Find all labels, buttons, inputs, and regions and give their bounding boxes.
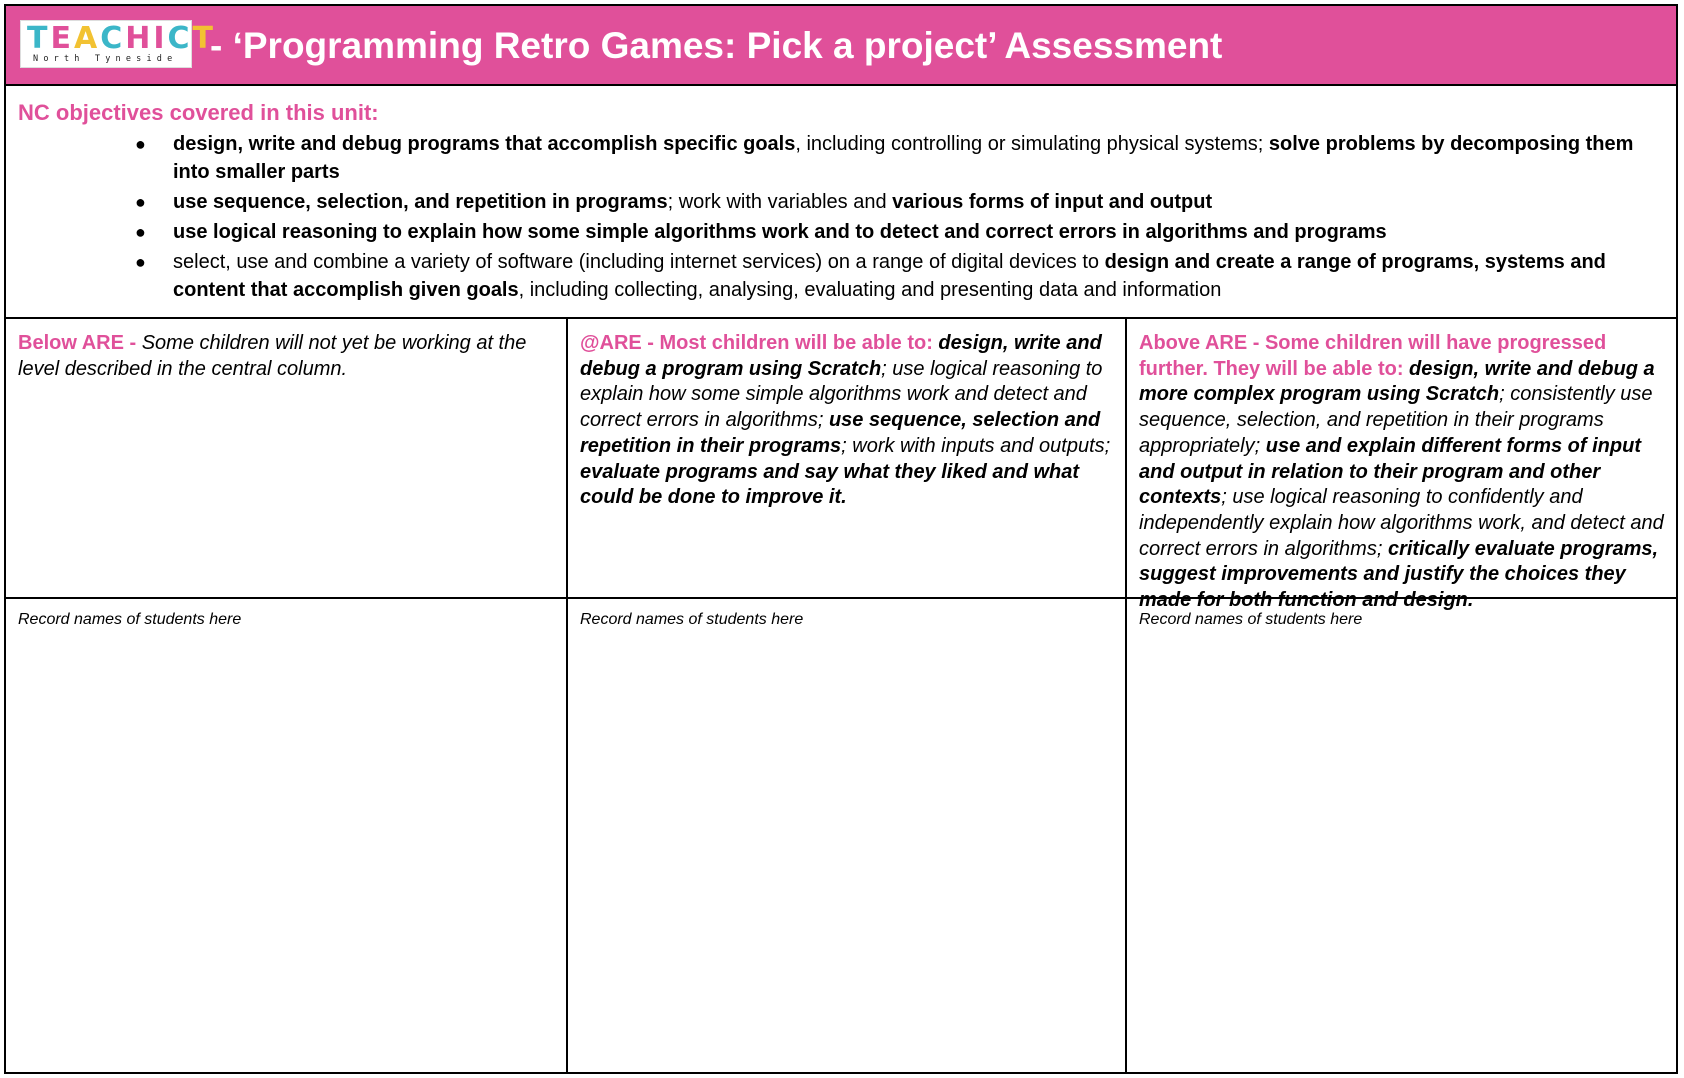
- logo-letter: E: [50, 21, 74, 56]
- objective-item: [131, 218, 1671, 246]
- logo-wordmark: [27, 23, 216, 55]
- above-are-bold: critically evaluate programs, suggest improvements and justify the choices they made for both function and design.: [1139, 537, 1659, 612]
- at-are-text: ; work with inputs and outputs;: [841, 434, 1111, 457]
- objective-bold: use logical reasoning to explain how some simple algorithms work and to detect and correct errors in algorithms and programs: [173, 221, 1387, 243]
- objective-item: [131, 188, 1671, 216]
- above-are-text: ; consistently use sequence, selection, and repetition in their programs appropriately;: [1139, 383, 1653, 457]
- bullet-icon: ●: [135, 222, 146, 242]
- above-are-bold: design, write and debug a more complex program using Scratch: [1139, 357, 1655, 406]
- logo-letter: T: [192, 21, 216, 56]
- page-title: - ‘Programming Retro Games: Pick a project’ Assessment: [210, 25, 1223, 66]
- logo-letter: C: [100, 21, 126, 56]
- column-at-are: [566, 319, 1125, 1074]
- objective-item: [131, 248, 1671, 304]
- at-are-label: @ARE - Most children will be able to:: [580, 332, 933, 354]
- logo-letter: H: [125, 21, 154, 56]
- above-are-bold: use and explain different forms of input and output in relation to their program and other contexts: [1139, 434, 1641, 509]
- record-names-field[interactable]: Record names of students here: [18, 611, 242, 628]
- nc-objectives-list: [131, 130, 1671, 306]
- objective-bold: various forms of input and output: [892, 191, 1213, 213]
- at-are-bold: evaluate programs and say what they liked and what could be done to improve it.: [580, 460, 1080, 509]
- logo-letter: I: [153, 21, 168, 56]
- row-divider: [6, 597, 566, 599]
- at-are-bold: use sequence, selection and repetition in their programs: [580, 409, 1101, 457]
- above-are-text: ; use logical reasoning to confidently and independently explain how algorithms work, and detect and correct errors in algorithms;: [1139, 486, 1664, 560]
- nc-objectives-section: [6, 86, 1676, 319]
- below-are-label: Below ARE: [18, 332, 124, 354]
- objective-text: , including controlling or simulating physical systems;: [795, 133, 1269, 155]
- objective-bold: solve problems by decomposing them into smaller parts: [173, 133, 1634, 183]
- above-are-label: Above ARE - Some children will have progressed further. They will be able to:: [1139, 332, 1607, 380]
- teach-ict-logo: [20, 20, 216, 68]
- objective-bold: design, write and debug programs that accomplish specific goals: [173, 133, 796, 155]
- objective-text: , including collecting, analysing, evaluating and presenting data and information: [518, 279, 1222, 301]
- record-names-field[interactable]: Record names of students here: [580, 611, 804, 628]
- bullet-icon: ●: [135, 134, 146, 154]
- below-are-description: [18, 331, 558, 598]
- record-names-field[interactable]: Record names of students here: [1139, 611, 1363, 628]
- bullet-icon: ●: [135, 192, 146, 212]
- column-below-are: [6, 319, 566, 1074]
- column-above-are: [1125, 319, 1678, 1074]
- logo-subtitle: North Tyneside: [33, 54, 178, 64]
- at-are-bold: design, write and debug a program using Scratch: [580, 332, 1102, 380]
- objective-bold: design and create a range of programs, systems and content that accomplish given goals: [173, 251, 1606, 301]
- logo-letter: A: [73, 21, 101, 56]
- bullet-icon: ●: [135, 252, 146, 272]
- row-divider: [1127, 597, 1678, 599]
- objective-item: [131, 130, 1671, 186]
- below-are-text: Some children will not yet be working at the level described in the central column.: [18, 332, 527, 380]
- objective-text: select, use and combine a variety of software (including internet services) on a range of digital devices to: [173, 251, 1105, 273]
- at-are-description: [580, 331, 1117, 598]
- above-are-description: [1139, 331, 1670, 612]
- assessment-sheet: [4, 4, 1678, 1074]
- below-are-dash: -: [123, 332, 142, 354]
- header-banner: [6, 6, 1676, 86]
- row-divider: [568, 597, 1125, 599]
- at-are-text: ; use logical reasoning to explain how some simple algorithms work and detect and correct errors in algorithms;: [580, 357, 1103, 432]
- objective-text: ; work with variables and: [667, 191, 893, 213]
- objective-bold: use sequence, selection, and repetition in programs: [173, 191, 668, 213]
- logo-letter: C: [167, 21, 193, 56]
- logo-letter: T: [27, 21, 51, 56]
- nc-objectives-heading: NC objectives covered in this unit:: [18, 100, 379, 125]
